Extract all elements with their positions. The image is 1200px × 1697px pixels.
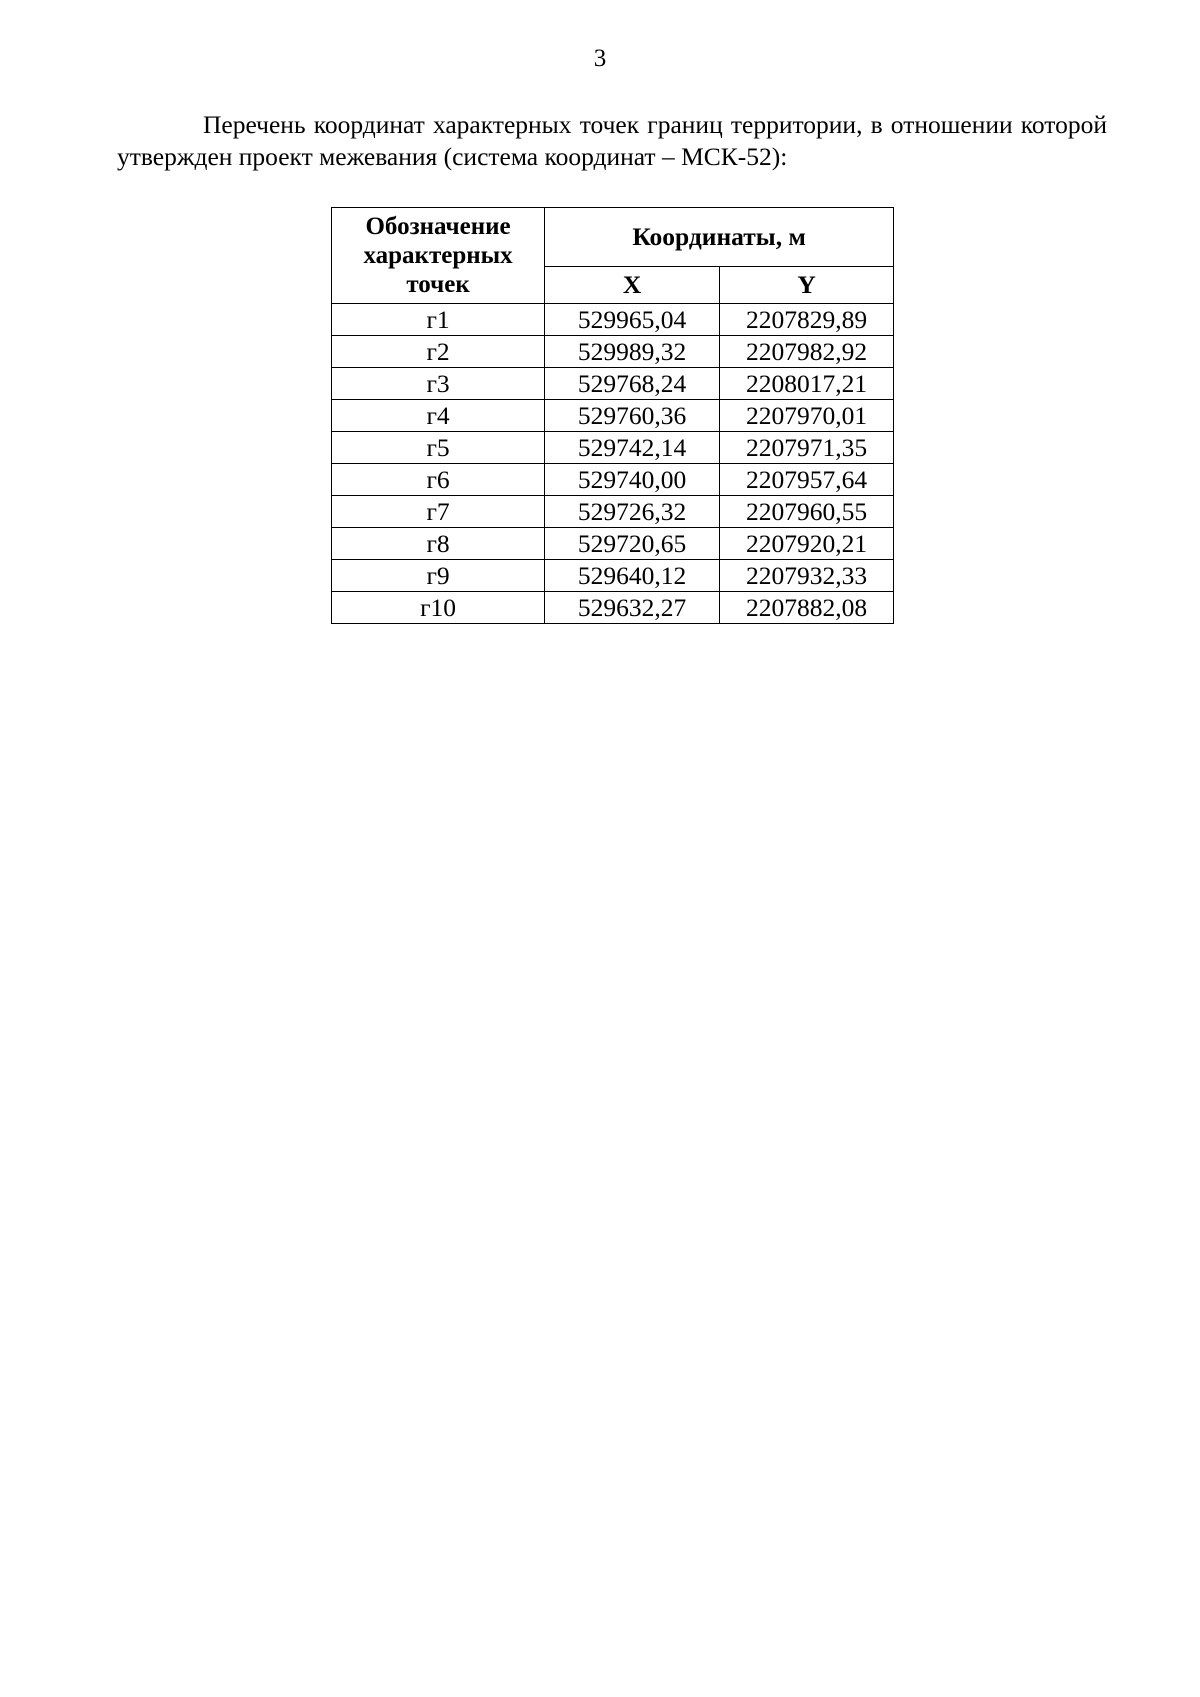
table-row bbox=[332, 496, 894, 528]
cell-y: 2207971,35 bbox=[720, 432, 894, 464]
cell-point: г2 bbox=[332, 336, 545, 368]
cell-y: 2207960,55 bbox=[720, 496, 894, 528]
cell-y: 2207882,08 bbox=[720, 592, 894, 624]
table-row bbox=[332, 432, 894, 464]
header-point-designation: Обозначение характерных точек bbox=[332, 208, 545, 304]
cell-x: 529740,00 bbox=[545, 464, 720, 496]
cell-y: 2207920,21 bbox=[720, 528, 894, 560]
cell-y: 2207932,33 bbox=[720, 560, 894, 592]
cell-point: г7 bbox=[332, 496, 545, 528]
coordinates-table bbox=[331, 207, 894, 624]
table-row bbox=[332, 560, 894, 592]
page-number: 3 bbox=[593, 45, 607, 72]
cell-x: 529965,04 bbox=[545, 304, 720, 336]
cell-point: г9 bbox=[332, 560, 545, 592]
header-y: Y bbox=[720, 267, 894, 304]
table-row bbox=[332, 464, 894, 496]
cell-y: 2207970,01 bbox=[720, 400, 894, 432]
header-coordinates: Координаты, м bbox=[545, 208, 894, 267]
table-row bbox=[332, 400, 894, 432]
cell-y: 2207982,92 bbox=[720, 336, 894, 368]
table-header-row bbox=[332, 208, 894, 267]
cell-point: г10 bbox=[332, 592, 545, 624]
table-row bbox=[332, 368, 894, 400]
cell-x: 529726,32 bbox=[545, 496, 720, 528]
cell-x: 529742,14 bbox=[545, 432, 720, 464]
cell-point: г6 bbox=[332, 464, 545, 496]
cell-point: г8 bbox=[332, 528, 545, 560]
cell-x: 529720,65 bbox=[545, 528, 720, 560]
cell-point: г1 bbox=[332, 304, 545, 336]
cell-point: г4 bbox=[332, 400, 545, 432]
cell-x: 529768,24 bbox=[545, 368, 720, 400]
cell-y: 2208017,21 bbox=[720, 368, 894, 400]
cell-point: г5 bbox=[332, 432, 545, 464]
table-row bbox=[332, 336, 894, 368]
table-row bbox=[332, 304, 894, 336]
cell-y: 2207829,89 bbox=[720, 304, 894, 336]
table-row bbox=[332, 528, 894, 560]
cell-y: 2207957,64 bbox=[720, 464, 894, 496]
cell-x: 529632,27 bbox=[545, 592, 720, 624]
cell-x: 529989,32 bbox=[545, 336, 720, 368]
cell-x: 529760,36 bbox=[545, 400, 720, 432]
header-x: X bbox=[545, 267, 720, 304]
cell-point: г3 bbox=[332, 368, 545, 400]
intro-paragraph: Перечень координат характерных точек границ территории, в отношении которой утвержден проект межевания (система координат – МСК-52): bbox=[117, 110, 1107, 171]
table-row bbox=[332, 592, 894, 624]
cell-x: 529640,12 bbox=[545, 560, 720, 592]
